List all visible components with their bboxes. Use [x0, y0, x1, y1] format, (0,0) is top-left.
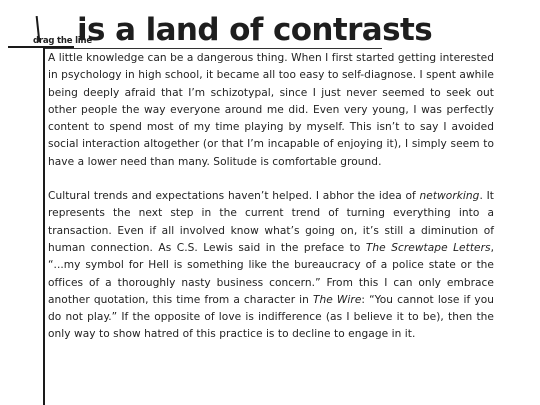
- paragraph-2-part3: , “...my symbol for Hell is something like the bureaucracy of a police state or the offices of a thoroughly nasty business concern.” From this I can only embrace another quotation, this time from a character in: [48, 241, 494, 306]
- article-body: [48, 50, 494, 361]
- paragraph-2-part4: : “You cannot lose if you do not play.” If the opposite of love is indifference (as I believe it to be), then the only way to show hatred of this practice is to decline to engage in it.: [48, 293, 494, 341]
- paragraph-2-em-book-title: The Screwtape Letters: [365, 241, 491, 254]
- paragraph-2-part2: . It represents the next step in the current trend of turning everything into a transaction. Even if all involved know what’s going on, it’s still a diminution of human connection. As C.S. Lewis said in the preface to: [48, 190, 494, 254]
- title-underline: [44, 48, 382, 49]
- paragraph-2-em-networking: networking: [419, 190, 480, 203]
- paragraph-2-em-show-title: The Wire: [312, 293, 362, 306]
- drag-hint-label: drag the line: [33, 36, 92, 46]
- paragraph-1: [48, 50, 494, 171]
- paragraph-1-text: A little knowledge can be a dangerous thing. When I first started getting interested in psychology in high school, it became all too easy to self-diagnose. I spent awhile being deeply afraid that I’m schizotypal, since I just never seemed to seek out other people the way everyone around me did. Even very young, I was perfectly content to spend most of my time playing by myself. This isn’t to say I avoided social interaction altogether (or that I’m incapable of enjoying it), I simply seem to have a lower need than many. Solitude is comfortable ground.: [48, 52, 494, 168]
- title-row: [0, 0, 540, 52]
- paragraph-2: [48, 188, 494, 344]
- paragraph-2-part1: Cultural trends and expectations haven’t helped. I abhor the idea of: [48, 190, 420, 203]
- margin-rule-line[interactable]: [43, 46, 45, 405]
- page-title: is a land of contrasts: [77, 12, 433, 48]
